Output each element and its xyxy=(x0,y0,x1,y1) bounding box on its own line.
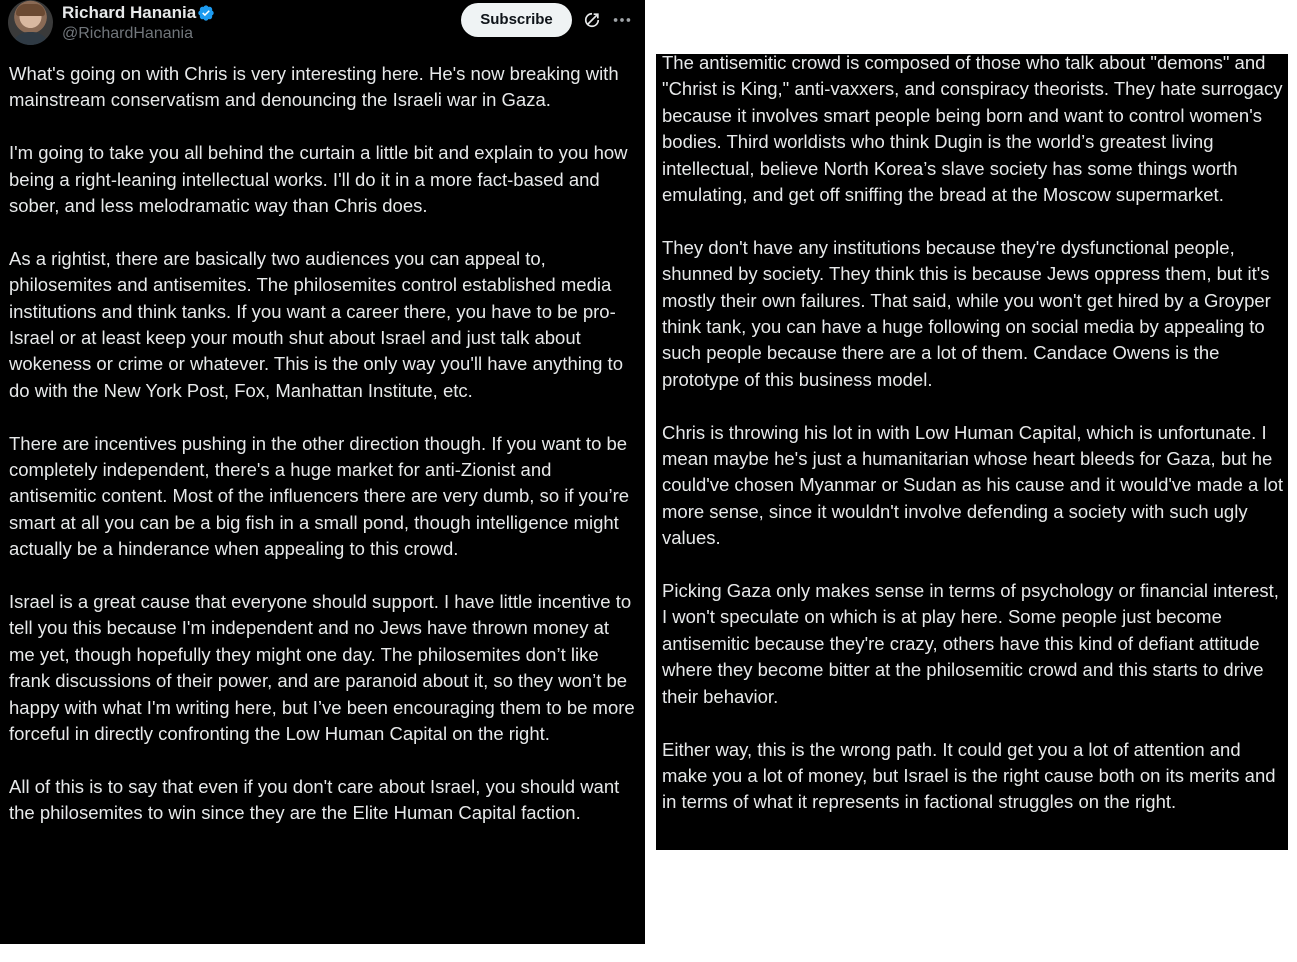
post-paragraph: I'm going to take you all behind the curtain a little bit and explain to you how being a right-leaning intellectual works. I'll do it in a more fact-based and sober, and less melodramatic way than Chris does. xyxy=(9,142,628,217)
continuation-paragraph: The antisemitic crowd is composed of those who talk about "demons" and "Christ is King," anti-vaxxers, and conspiracy theorists. They hate surrogacy because it involves smart people being born and want to control women's bodies. Third worldists who think Dugin is the world’s greatest living intellectual, believe North Korea’s slave society has some things worth emulating, and get off sniffing the bread at the Moscow supermarket. xyxy=(662,52,1283,206)
continuation-paragraph: Picking Gaza only makes sense in terms of psychology or financial interest, I won't speculate on which is at play here. Some people just become antisemitic because they're crazy, others have this kind of defiant attitude where they become bitter at the philosemitic crowd and this starts to drive their behavior. xyxy=(662,580,1279,707)
post-panel xyxy=(0,0,645,944)
post-body xyxy=(9,61,635,853)
post-header xyxy=(8,0,638,50)
grok-icon[interactable] xyxy=(582,10,602,30)
post-paragraph: What's going on with Chris is very interesting here. He's now breaking with mainstream conservatism and denouncing the Israeli war in Gaza. xyxy=(9,63,619,111)
author-name[interactable]: Richard Hanania xyxy=(62,3,197,22)
post-paragraph: Israel is a great cause that everyone should support. I have little incentive to tell you this because I'm independent and no Jews have thrown money at me yet, though hopefully they might one day. The philosemites don’t like frank discussions of their power, and are paranoid about it, so they won’t be happy with what I'm writing here, but I’ve been encouraging them to be more forceful in directly confronting the Low Human Capital on the right. xyxy=(9,591,635,745)
continuation-paragraph: Chris is throwing his lot in with Low Human Capital, which is unfortunate. I mean maybe he's just a humanitarian whose heart bleeds for Gaza, but he could've chosen Myanmar or Sudan as his cause and it would've made a lot more sense, since it wouldn't involve defending a society with such ugly values. xyxy=(662,421,1283,549)
post-paragraph: All of this is to say that even if you don't care about Israel, you should want the philosemites to win since they are the Elite Human Capital faction. xyxy=(9,775,620,824)
post-paragraph: There are incentives pushing in the other direction though. If you want to be completely independent, there's a huge market for anti-Zionist and antisemitic content. Most of the influencers there are very dumb, so if you’re smart at all you can be a big fish in a small pond, though intelligence might actually be a hinderance when appealing to this crowd. xyxy=(9,432,630,560)
author-handle[interactable]: @RichardHanania xyxy=(62,25,193,42)
avatar[interactable] xyxy=(8,0,53,45)
post-paragraph: As a rightist, there are basically two audiences you can appeal to, philosemites and antisemites. The philosemites control established media institutions and think tanks. If you want a career there, you have to be pro-Israel or at least keep your mouth shut about Israel and just talk about wokeness or crime or whatever. This is the only way you'll have anything to do with the New York Post, Fox, Manhattan Institute, etc. xyxy=(9,247,623,401)
continuation-panel xyxy=(656,54,1288,850)
continuation-paragraph: They don't have any institutions because they're dysfunctional people, shunned by society. They think this is because Jews oppress them, but it's mostly their own failures. That said, while you won't get hired by a Groyper think tank, you can have a huge following on social media by appealing to such people because there are a lot of them. Candace Owens is the prototype of this business model. xyxy=(662,236,1271,390)
subscribe-button[interactable]: Subscribe xyxy=(461,3,572,37)
continuation-body xyxy=(662,50,1288,842)
avatar-hair xyxy=(16,4,45,16)
more-icon[interactable] xyxy=(611,10,633,30)
avatar-shirt xyxy=(12,32,49,45)
verified-badge-icon xyxy=(197,4,215,22)
continuation-paragraph: Either way, this is the wrong path. It could get you a lot of attention and make you a lot of money, but Israel is the right cause both on its merits and in terms of what it represents in factional struggles on the right. xyxy=(662,738,1276,813)
